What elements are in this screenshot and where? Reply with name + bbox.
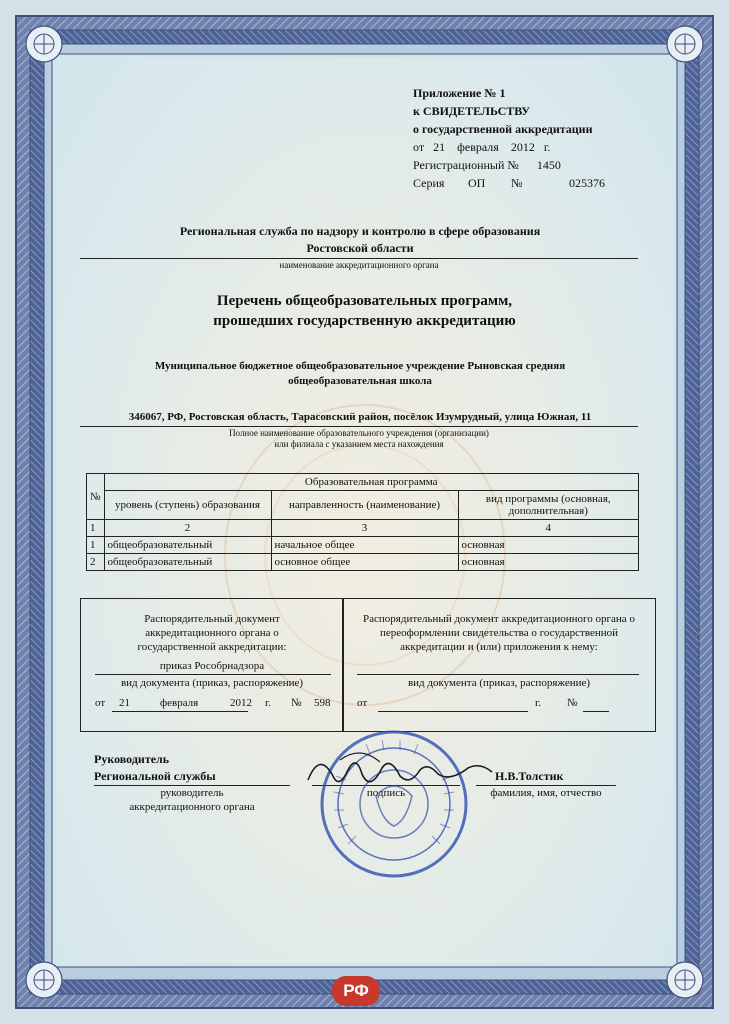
programs-table [86, 473, 639, 571]
right-document-date [357, 697, 637, 709]
role-caption-line2: аккредитационного органа [129, 801, 255, 813]
left-year-suffix: г. [265, 697, 272, 709]
left-day: 21 [119, 697, 130, 709]
series-line [413, 176, 633, 191]
date-prefix: от [413, 140, 425, 154]
row-no: 2 [87, 554, 105, 571]
organ-underline [80, 258, 638, 259]
signature-caption: подпись [366, 787, 406, 799]
institution-caption-line2: или филиала с указанием места нахождения [274, 439, 444, 449]
table-row [87, 554, 639, 571]
institution-name-line1: Муниципальное бюджетное общеобразовательное учреждение Рыновская средняя [154, 360, 566, 372]
left-heading-line1: Распорядительный документ [144, 613, 280, 625]
numbering-cell: 3 [271, 520, 458, 537]
right-heading-line1: Распорядительный документ аккредитационного органа о [363, 613, 635, 625]
col-kind-header-line1: вид программы (основная, [485, 493, 611, 505]
series-code: ОП [468, 176, 486, 190]
left-heading-line3: государственной аккредитации: [137, 641, 287, 653]
table-subheader-row [87, 491, 639, 520]
right-no-label: № [567, 697, 578, 709]
right-heading-line3: аккредитации и (или) приложения к нему: [400, 641, 598, 653]
row-level: общеобразовательный [104, 554, 271, 571]
to-certificate: к СВИДЕТЕЛЬСТВУ [413, 104, 531, 118]
address-underline [80, 426, 638, 427]
left-type-underline [95, 674, 331, 675]
row-direction: основное общее [271, 554, 458, 571]
document-title-line1: Перечень общеобразовательных программ, [216, 293, 513, 309]
right-type-caption: вид документа (приказ, распоряжение) [407, 677, 591, 689]
rf-emblem-text: РФ [343, 981, 369, 1000]
certificate-date [413, 140, 550, 155]
organ-caption: наименование аккредитационного органа [279, 260, 439, 270]
row-no: 1 [87, 537, 105, 554]
organ-name-line1: Региональная служба по надзору и контролю в сфере образования [179, 224, 541, 238]
col-direction-header: направленность (наименование) [271, 491, 458, 520]
right-year-suffix: г. [535, 697, 542, 709]
left-document-type: приказ Рособрнадзора [159, 660, 265, 672]
row-level: общеобразовательный [104, 537, 271, 554]
numbering-cell: 2 [104, 520, 271, 537]
left-type-caption: вид документа (приказ, распоряжение) [120, 677, 304, 689]
organ-name-line2: Ростовской области [306, 241, 414, 255]
document-title-line2: прошедших государственную аккредитацию [213, 313, 516, 329]
table-numbering-row [87, 520, 639, 537]
date-year: 2012 [510, 140, 535, 154]
right-from-label: от [357, 697, 368, 709]
institution-address: 346067, РФ, Ростовская область, Тарасовский район, посёлок Изумрудный, улица Южная, 11 [128, 411, 592, 423]
date-suffix: г. [543, 140, 551, 154]
certificate-subject: о государственной аккредитации [413, 122, 593, 136]
role-underline [94, 785, 290, 786]
right-date-underline [378, 711, 528, 712]
row-kind: основная [458, 537, 639, 554]
series-label: Серия [413, 176, 445, 190]
appendix-number: Приложение № 1 [413, 86, 506, 100]
signatory-role-line1: Руководитель [94, 752, 170, 766]
date-day: 21 [433, 140, 446, 154]
col-kind-header [458, 491, 639, 520]
left-document-date [95, 697, 335, 709]
left-year: 2012 [230, 697, 252, 709]
table-row [87, 537, 639, 554]
program-group-header: Образовательная программа [104, 474, 639, 491]
col-no-header: № [87, 474, 105, 520]
name-caption: фамилия, имя, отчество [490, 787, 602, 799]
numbering-cell: 4 [458, 520, 639, 537]
right-type-underline [357, 674, 639, 675]
signatory-role-line2: Региональной службы [94, 769, 216, 783]
col-kind-header-line2: дополнительная) [508, 505, 588, 517]
series-no-label: № [511, 176, 523, 190]
table-header-row [87, 474, 639, 491]
col-level-header: уровень (ступень) образования [104, 491, 271, 520]
reissue-document-box [342, 598, 656, 732]
reg-label: Регистрационный № [413, 158, 519, 172]
date-month: февраля [457, 140, 499, 154]
row-direction: начальное общее [271, 537, 458, 554]
handwritten-signature [300, 740, 500, 800]
left-no-label: № [291, 697, 302, 709]
reg-value: 1450 [536, 158, 561, 172]
row-kind: основная [458, 554, 639, 571]
signatory-name: Н.В.Толстик [495, 769, 564, 783]
left-heading-line2: аккредитационного органа о [145, 627, 279, 639]
left-date-underline [112, 711, 248, 712]
institution-caption-line1: Полное наименование образовательного учреждения (организации) [229, 428, 489, 438]
left-from-label: от [95, 697, 106, 709]
right-heading-line2: переоформлении свидетельства о государственной [379, 627, 618, 639]
role-caption-line1: руководитель [160, 787, 224, 799]
rf-emblem [332, 976, 380, 1006]
left-number: 598 [314, 697, 331, 709]
accreditation-document-box [80, 598, 344, 732]
institution-name-line2: общеобразовательная школа [288, 375, 432, 387]
left-month: февраля [160, 697, 199, 709]
registration-number [413, 158, 561, 173]
right-number-underline [583, 711, 609, 712]
numbering-cell: 1 [87, 520, 105, 537]
series-number: 025376 [569, 176, 605, 190]
